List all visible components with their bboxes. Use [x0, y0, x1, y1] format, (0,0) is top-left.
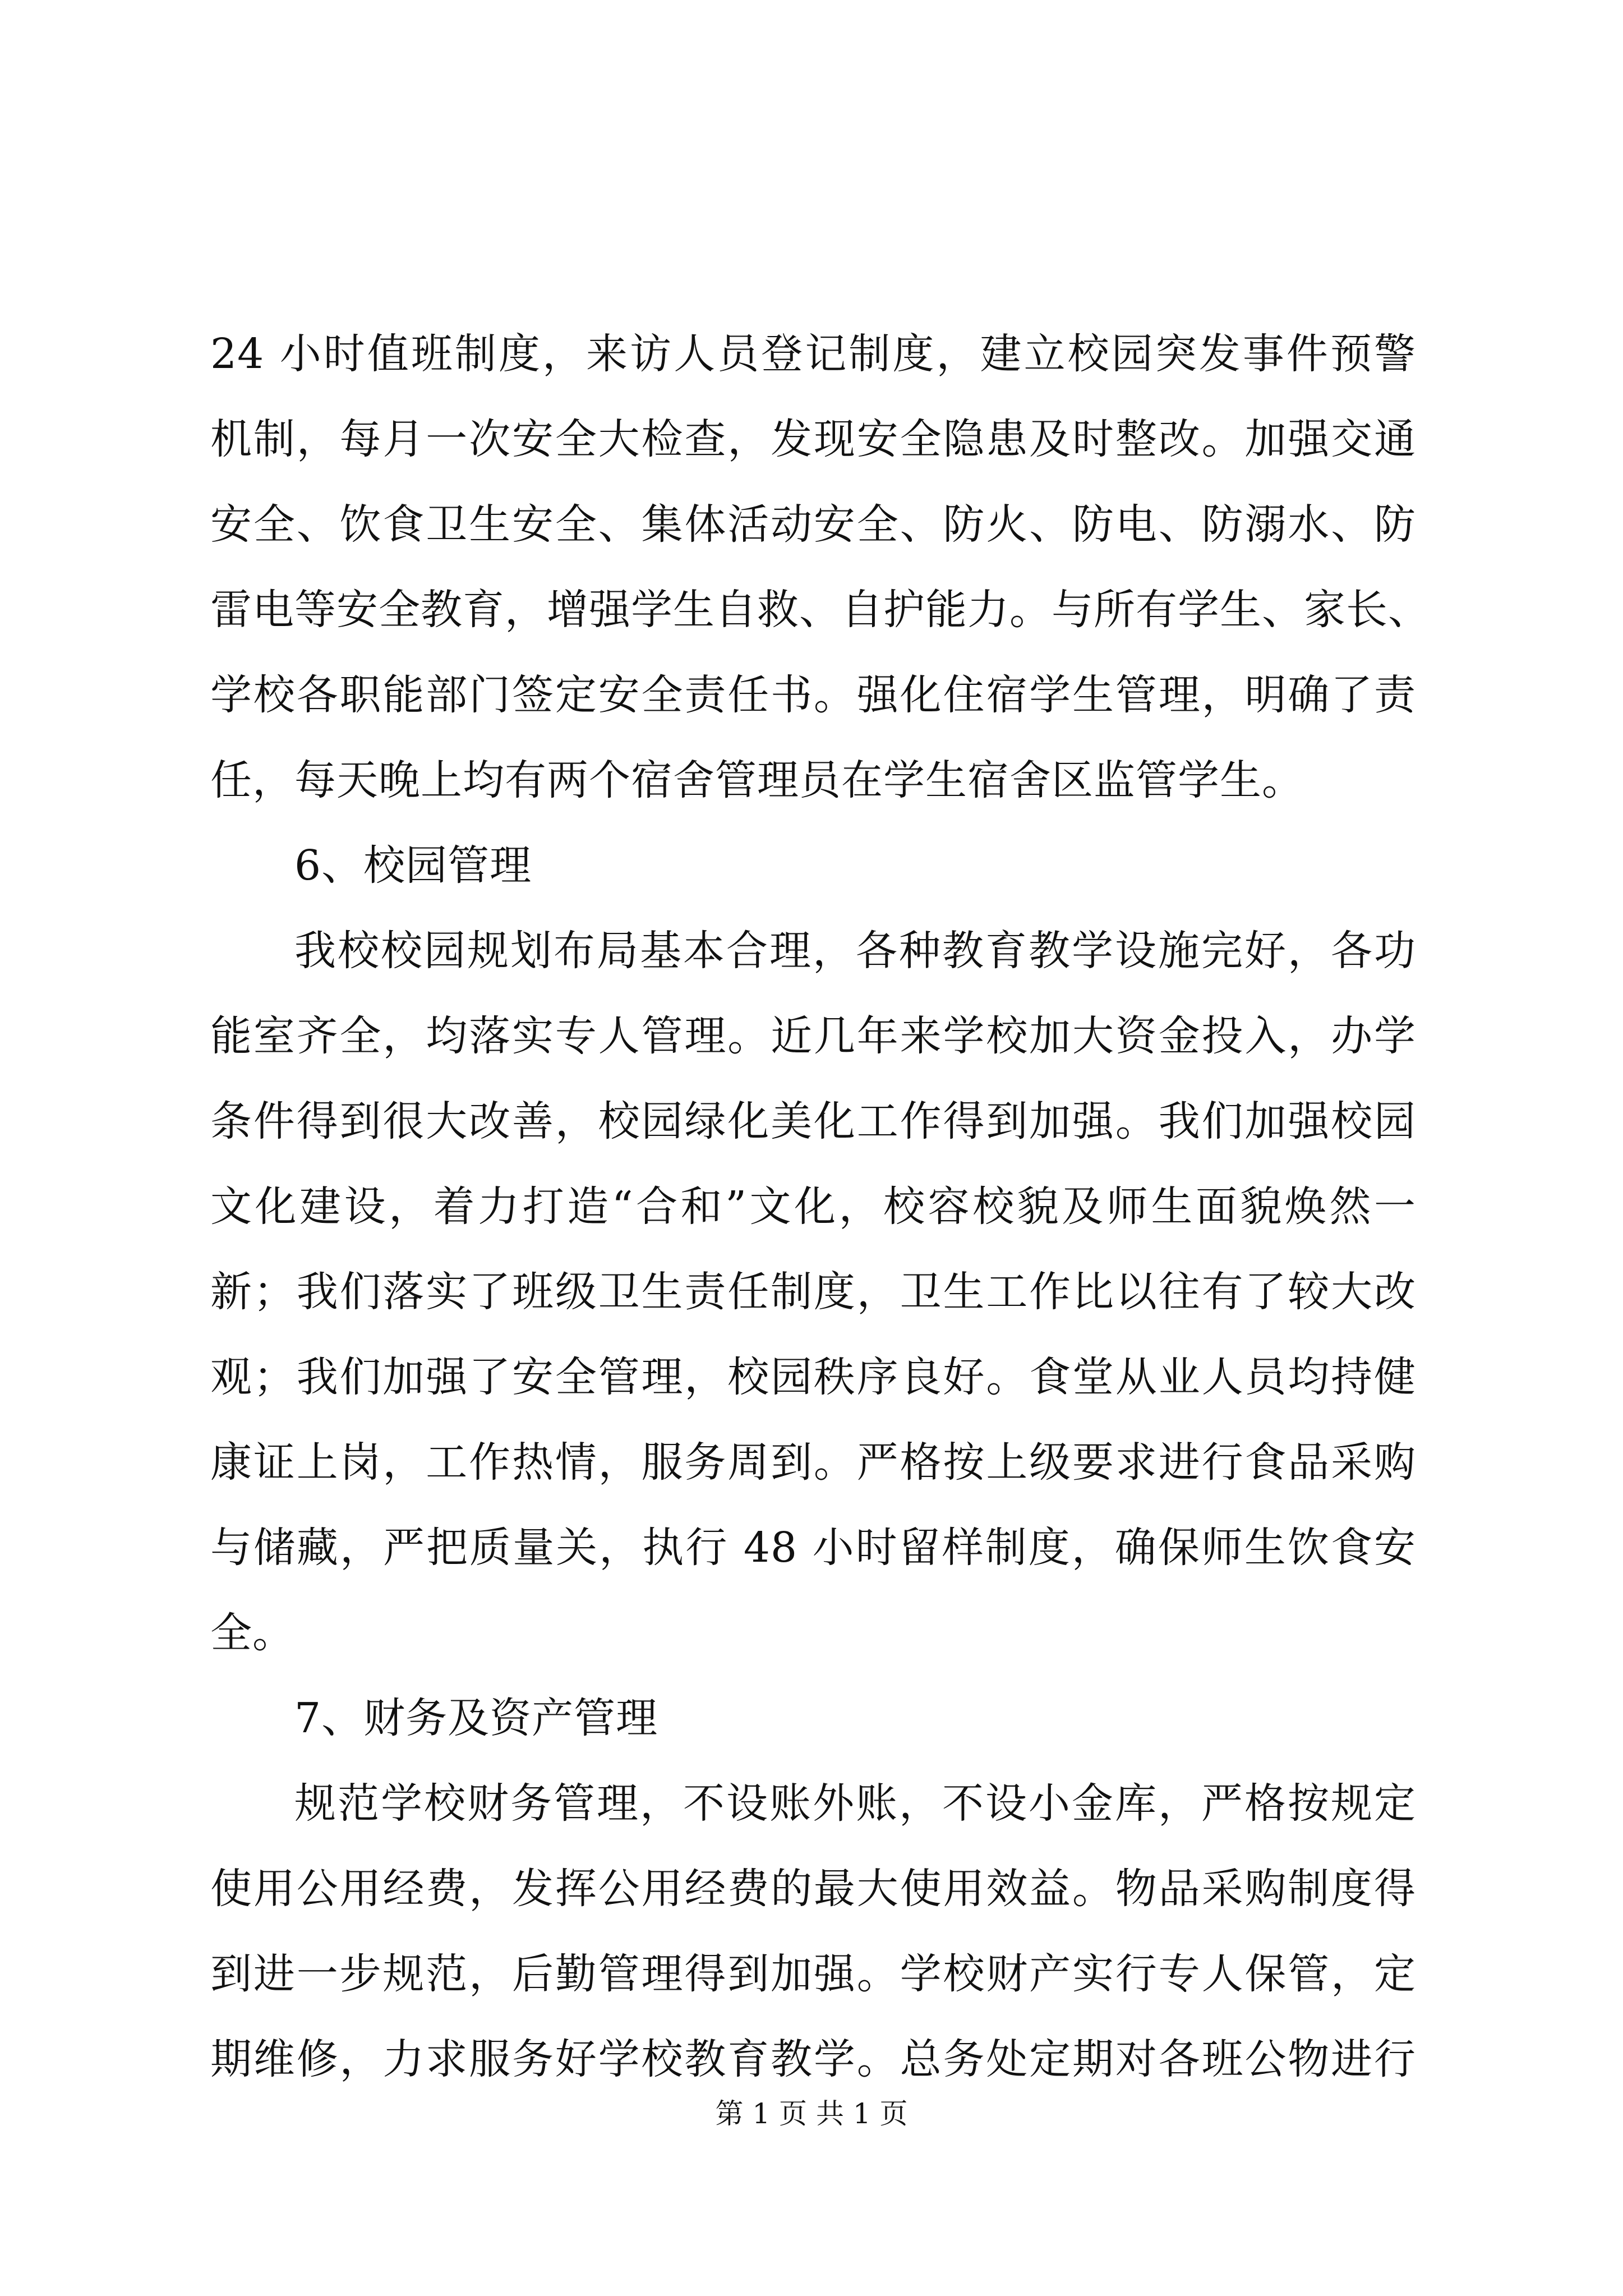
text-line: 能室齐全，均落实专人管理。近几年来学校加大资金投入，办学	[210, 1012, 1416, 1060]
text-line: 文化建设，着力打造“合和”文化，校容校貌及师生面貌焕然一	[210, 1182, 1416, 1231]
text-line: 到进一步规范，后勤管理得到加强。学校财产实行专人保管，定	[210, 1950, 1416, 1998]
text-line: 与储藏，严把质量关，执行 48 小时留样制度，确保师生饮食安	[210, 1524, 1416, 1572]
text-line: 机制，每月一次安全大检查，发现安全隐患及时整改。加强交通	[210, 415, 1416, 463]
text-line: 24 小时值班制度，来访人员登记制度，建立校园突发事件预警	[210, 330, 1416, 378]
section-heading: 6、校园管理	[294, 841, 532, 890]
text-line: 新；我们落实了班级卫生责任制度，卫生工作比以往有了较大改	[210, 1268, 1416, 1316]
section-heading: 7、财务及资产管理	[294, 1694, 658, 1742]
text-line: 安全、饮食卫生安全、集体活动安全、防火、防电、防溺水、防	[210, 500, 1416, 549]
text-line: 全。	[210, 1609, 294, 1657]
text-line: 我校校园规划布局基本合理，各种教育教学设施完好，各功	[294, 927, 1416, 975]
text-line: 条件得到很大改善，校园绿化美化工作得到加强。我们加强校园	[210, 1097, 1416, 1145]
text-line: 期维修，力求服务好学校教育教学。总务处定期对各班公物进行	[210, 2035, 1416, 2083]
document-body	[210, 311, 1430, 2102]
page-footer: 第 1 页 共 1 页	[715, 2097, 908, 2130]
text-line: 学校各职能部门签定安全责任书。强化住宿学生管理，明确了责	[210, 671, 1416, 719]
text-line: 雷电等安全教育，增强学生自救、自护能力。与所有学生、家长、	[210, 586, 1430, 634]
text-line: 使用公用经费，发挥公用经费的最大使用效益。物品采购制度得	[210, 1865, 1416, 1913]
text-line: 观；我们加强了安全管理，校园秩序良好。食堂从业人员均持健	[210, 1353, 1416, 1401]
text-line: 康证上岗，工作热情，服务周到。严格按上级要求进行食品采购	[210, 1438, 1416, 1487]
text-line: 任，每天晚上均有两个宿舍管理员在学生宿舍区监管学生。	[210, 756, 1304, 804]
text-line: 规范学校财务管理，不设账外账，不设小金库，严格按规定	[294, 1779, 1416, 1828]
